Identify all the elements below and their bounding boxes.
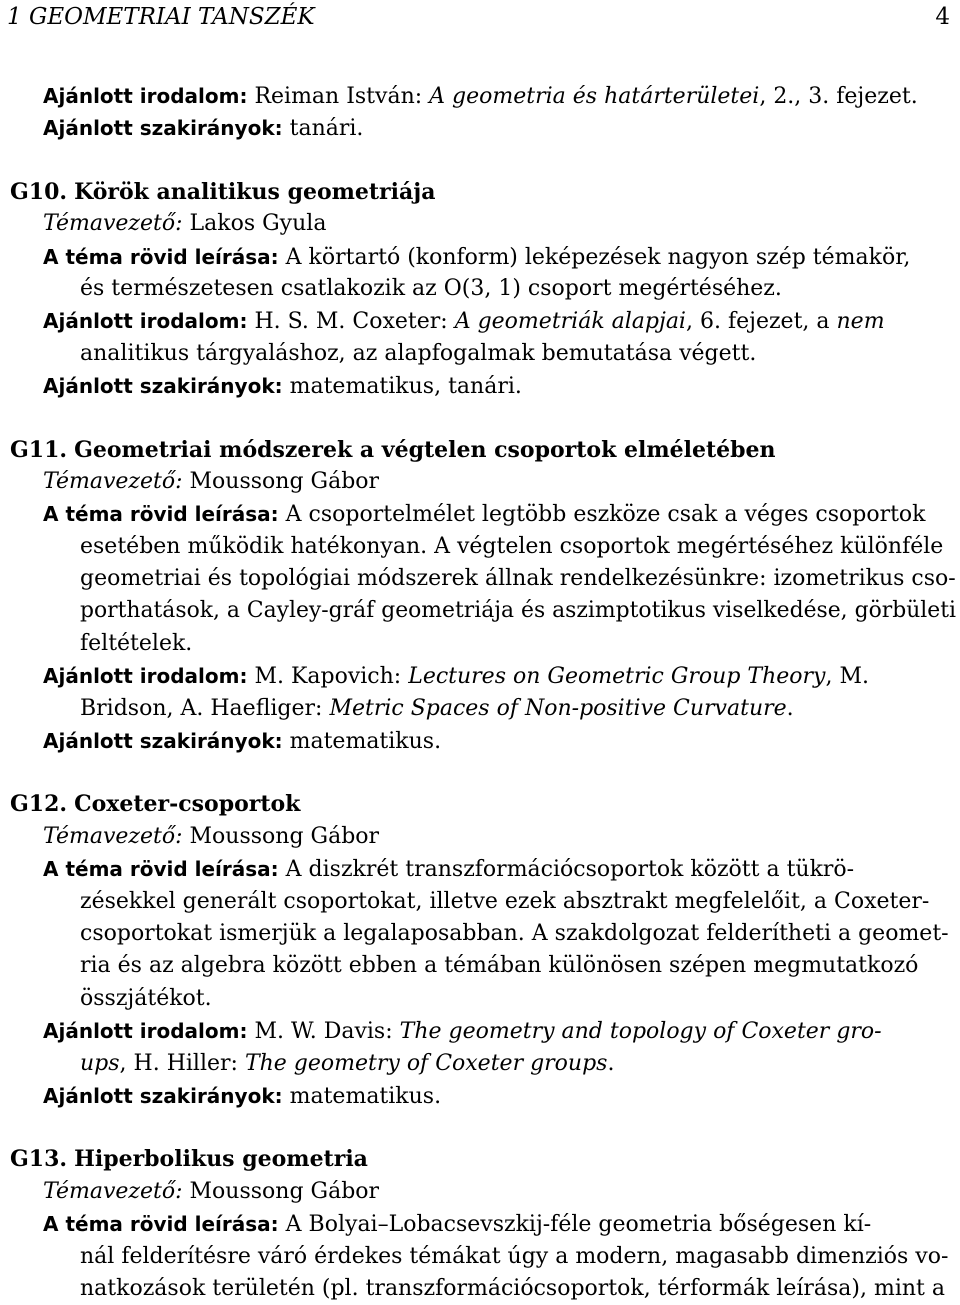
supervisor-g10: Témavezető: Lakos Gyula [43,211,327,237]
specializations-g11: Ajánlott szakirányok: matematikus. [43,729,442,755]
literature-g11-cont: Bridson, A. Haefliger: Metric Spaces of Non-positive Curvature. [80,695,794,721]
description-g10-cont: és természetesen csatlakozik az O(3, 1) csoport megértéséhez. [80,275,782,301]
description-g13-cont: nál felderítésre váró érdekes témákat úgy a modern, magasabb dimenziós vo- [80,1243,949,1269]
topic-heading-g13: G13. Hiperbolikus geometria [10,1146,368,1173]
document-body [10,80,956,1305]
description-g12-cont: zésekkel generált csoportokat, illetve ezek absztrakt megfelelőit, a Coxeter- [80,888,930,914]
supervisor-g11: Témavezető: Moussong Gábor [43,468,380,494]
intro-literature: Ajánlott irodalom: Reiman István: A geometria és határterületei, 2., 3. fejezet. [43,84,918,109]
description-g11-cont: porthatások, a Cayley-gráf geometriája és aszimptotikus viselkedése, görbületi [80,598,956,624]
specializations-g10: Ajánlott szakirányok: matematikus, tanári. [43,374,522,400]
literature-g10-cont: analitikus tárgyaláshoz, az alapfogalmak bemutatása végett. [80,340,757,366]
literature-g12-cont: ups, H. Hiller: The geometry of Coxeter groups. [80,1050,615,1076]
description-g12-cont: ria és az algebra között ebben a témában különösen szépen megmutatkozó [80,953,919,979]
running-header [7,2,950,32]
description-g12-cont: összjátékot. [80,985,212,1011]
supervisor-g12: Témavezető: Moussong Gábor [43,823,380,849]
description-g13-cont: natkozások területén (pl. transzformációcsoportok, térformák leírása), mint a [80,1275,945,1301]
description-g10: A téma rövid leírása: A körtartó (konform) leképezések nagyon szép témakör, [43,244,911,270]
description-g12-cont: csoportokat ismerjük a legalaposabban. A szakdolgozat felderítheti a geomet- [80,920,949,946]
intro-specializations: Ajánlott szakirányok: tanári. [43,116,364,142]
description-g13: A téma rövid leírása: A Bolyai–Lobacsevszkij-féle geometria bőségesen kí- [43,1212,872,1238]
description-g11-cont: feltételek. [80,630,193,656]
literature-g12: Ajánlott irodalom: M. W. Davis: The geometry and topology of Coxeter gro- [43,1019,882,1045]
topic-heading-g11: G11. Geometriai módszerek a végtelen csoportok elméletében [10,436,776,463]
description-g11-cont: esetében működik hatékonyan. A végtelen csoportok megértéséhez különféle [80,533,944,559]
description-g12: A téma rövid leírása: A diszkrét transzformációcsoportok között a tükrö- [43,857,855,883]
section-title: 1 GEOMETRIAI TANSZÉK [7,4,315,30]
specializations-g12: Ajánlott szakirányok: matematikus. [43,1083,442,1109]
description-g11: A téma rövid leírása: A csoportelmélet legtöbb eszköze csak a véges csoportok [43,502,926,528]
literature-g11: Ajánlott irodalom: M. Kapovich: Lectures on Geometric Group Theory, M. [43,664,869,690]
page-number: 4 [935,4,950,30]
topic-heading-g10: G10. Körök analitikus geometriája [10,178,436,205]
literature-g10: Ajánlott irodalom: H. S. M. Coxeter: A geometriák alapjai, 6. fejezet, a nem [43,309,885,335]
supervisor-g13: Témavezető: Moussong Gábor [43,1178,380,1204]
topic-heading-g12: G12. Coxeter-csoportok [10,791,301,818]
description-g11-cont: geometriai és topológiai módszerek állnak rendelkezésünkre: izometrikus cso- [80,566,956,592]
